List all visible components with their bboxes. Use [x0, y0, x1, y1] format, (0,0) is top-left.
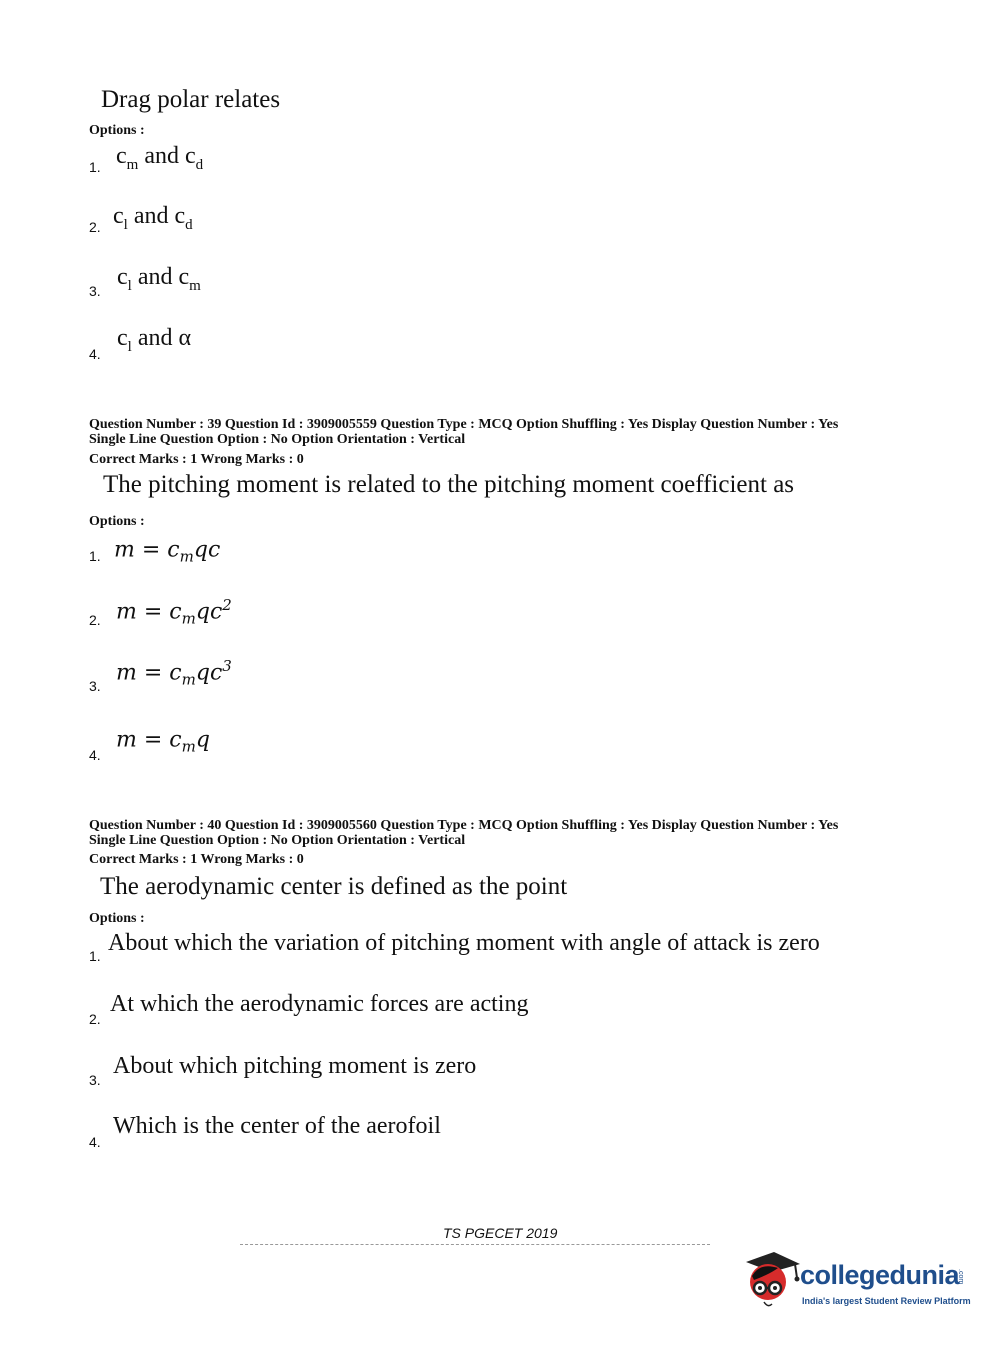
- q40-option-3[interactable]: [89, 1053, 849, 1093]
- q38-stem: Drag polar relates: [101, 86, 281, 113]
- logo-tagline: India's largest Student Review Platform: [802, 1296, 971, 1306]
- q38-option-3[interactable]: [89, 264, 489, 304]
- option-text: Which is the center of the aerofoil: [113, 1113, 441, 1139]
- option-number: 1.: [89, 548, 101, 564]
- q40-meta-line-2: Single Line Question Option : No Option Orientation : Vertical: [89, 833, 466, 848]
- q38-option-2[interactable]: [89, 203, 489, 243]
- q39-option-1[interactable]: [89, 534, 489, 574]
- option-number: 1.: [89, 159, 101, 175]
- q38-option-1[interactable]: [89, 143, 489, 183]
- option-number: 4.: [89, 1134, 101, 1150]
- option-number: 2.: [89, 612, 101, 628]
- option-number: 2.: [89, 219, 101, 235]
- q40-options-label: Options :: [89, 911, 145, 926]
- q39-stem: The pitching moment is related to the pitching moment coefficient as: [103, 471, 795, 498]
- q39-option-3[interactable]: [89, 655, 489, 695]
- q40-option-4[interactable]: [89, 1113, 849, 1153]
- q40-stem: The aerodynamic center is defined as the point: [100, 873, 568, 900]
- option-formula: $m = c_mqc$: [114, 537, 221, 566]
- q38-option-4[interactable]: [89, 325, 489, 365]
- q40-option-1[interactable]: [89, 930, 849, 970]
- logo-wordmark: collegedunia: [800, 1260, 960, 1290]
- option-number: 3.: [89, 1072, 101, 1088]
- q40-meta-line-1: Question Number : 40 Question Id : 3909005560 Question Type : MCQ Option Shuffling : Yes Display Question Number : Yes: [89, 818, 839, 833]
- logo-dotcom: .com: [957, 1269, 964, 1285]
- q39-option-4[interactable]: [89, 724, 489, 764]
- q39-marks: Correct Marks : 1 Wrong Marks : 0: [89, 452, 304, 467]
- collegedunia-logo[interactable]: [740, 1248, 970, 1310]
- option-formula: $m = c_mqc^3$: [116, 657, 232, 689]
- option-formula: $m = c_mq$: [116, 727, 210, 756]
- q40-option-2[interactable]: [89, 991, 849, 1031]
- option-number: 1.: [89, 948, 101, 964]
- option-number: 3.: [89, 283, 101, 299]
- q39-meta-line-2: Single Line Question Option : No Option Orientation : Vertical: [89, 432, 466, 447]
- footer-exam-label: TS PGECET 2019: [443, 1225, 558, 1241]
- footer-divider: [240, 1244, 710, 1245]
- q40-marks: Correct Marks : 1 Wrong Marks : 0: [89, 852, 304, 867]
- option-text: At which the aerodynamic forces are acting: [110, 991, 529, 1017]
- option-formula: $m = c_mqc^2$: [116, 596, 232, 628]
- q39-options-label: Options :: [89, 514, 145, 529]
- option-number: 4.: [89, 747, 101, 763]
- q38-options-label: Options :: [89, 123, 145, 138]
- option-text: About which the variation of pitching moment with angle of attack is zero: [108, 930, 820, 956]
- option-text: $c_m$ and $c_d$: [116, 143, 204, 173]
- q39-option-2[interactable]: [89, 594, 489, 634]
- option-text: $c_l$ and $c_m$: [117, 264, 201, 294]
- option-text: About which pitching moment is zero: [113, 1053, 477, 1079]
- graduate-mascot-icon: [740, 1248, 802, 1310]
- option-number: 2.: [89, 1011, 101, 1027]
- option-number: 4.: [89, 346, 101, 362]
- option-number: 3.: [89, 678, 101, 694]
- option-text: $c_l$ and $c_d$: [113, 203, 193, 233]
- q39-meta-line-1: Question Number : 39 Question Id : 3909005559 Question Type : MCQ Option Shuffling : Yes Display Question Number : Yes: [89, 417, 839, 432]
- option-text: $c_l$ and α: [117, 325, 192, 355]
